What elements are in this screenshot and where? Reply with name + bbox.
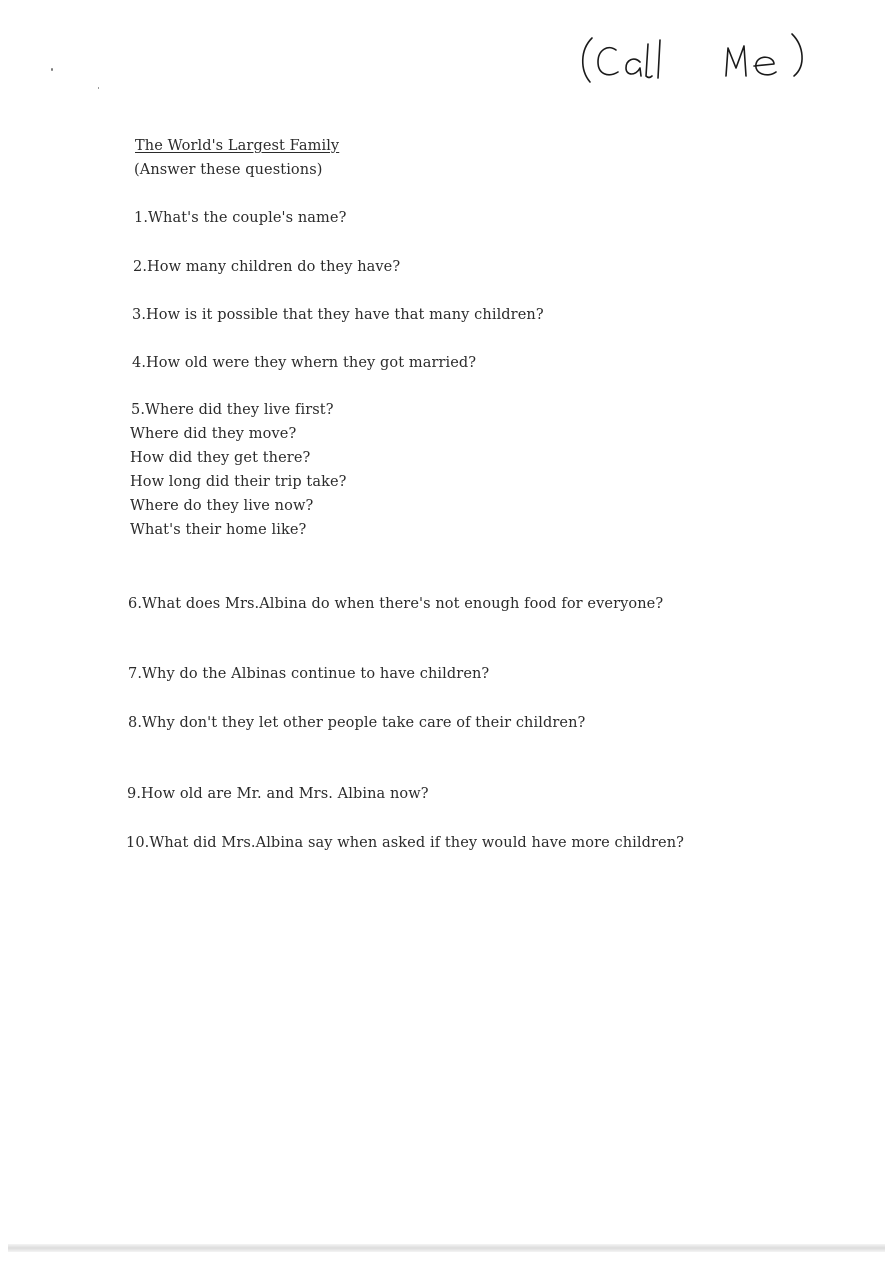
question-9: 9.How old are Mr. and Mrs. Albina now? [127, 786, 429, 802]
worksheet-instruction: (Answer these questions) [134, 162, 323, 178]
question-6: 6.What does Mrs.Albina do when there's not enough food for everyone? [128, 596, 664, 612]
question-5: 5.Where did they live first? [131, 402, 334, 418]
question-4: 4.How old were they whern they got married? [132, 355, 477, 371]
question-5-sub-3: How long did their trip take? [130, 474, 347, 490]
scan-speck [98, 87, 99, 89]
scan-speck [51, 68, 53, 71]
question-5-sub-5: What's their home like? [130, 522, 307, 538]
question-5-sub-1: Where did they move? [130, 426, 297, 442]
question-5-sub-2: How did they get there? [130, 450, 311, 466]
question-10: 10.What did Mrs.Albina say when asked if they would have more children? [126, 835, 685, 851]
question-8: 8.Why don't they let other people take care of their children? [128, 715, 586, 731]
question-1: 1.What's the couple's name? [134, 210, 347, 226]
worksheet-title: The World's Largest Family [135, 138, 340, 154]
question-2: 2.How many children do they have? [133, 259, 401, 275]
handwritten-note [578, 28, 828, 88]
scan-bottom-edge [8, 1244, 885, 1252]
handwritten-call-me [578, 28, 828, 88]
question-7: 7.Why do the Albinas continue to have children? [128, 666, 490, 682]
question-3: 3.How is it possible that they have that many children? [132, 307, 544, 323]
question-5-sub-4: Where do they live now? [130, 498, 314, 514]
